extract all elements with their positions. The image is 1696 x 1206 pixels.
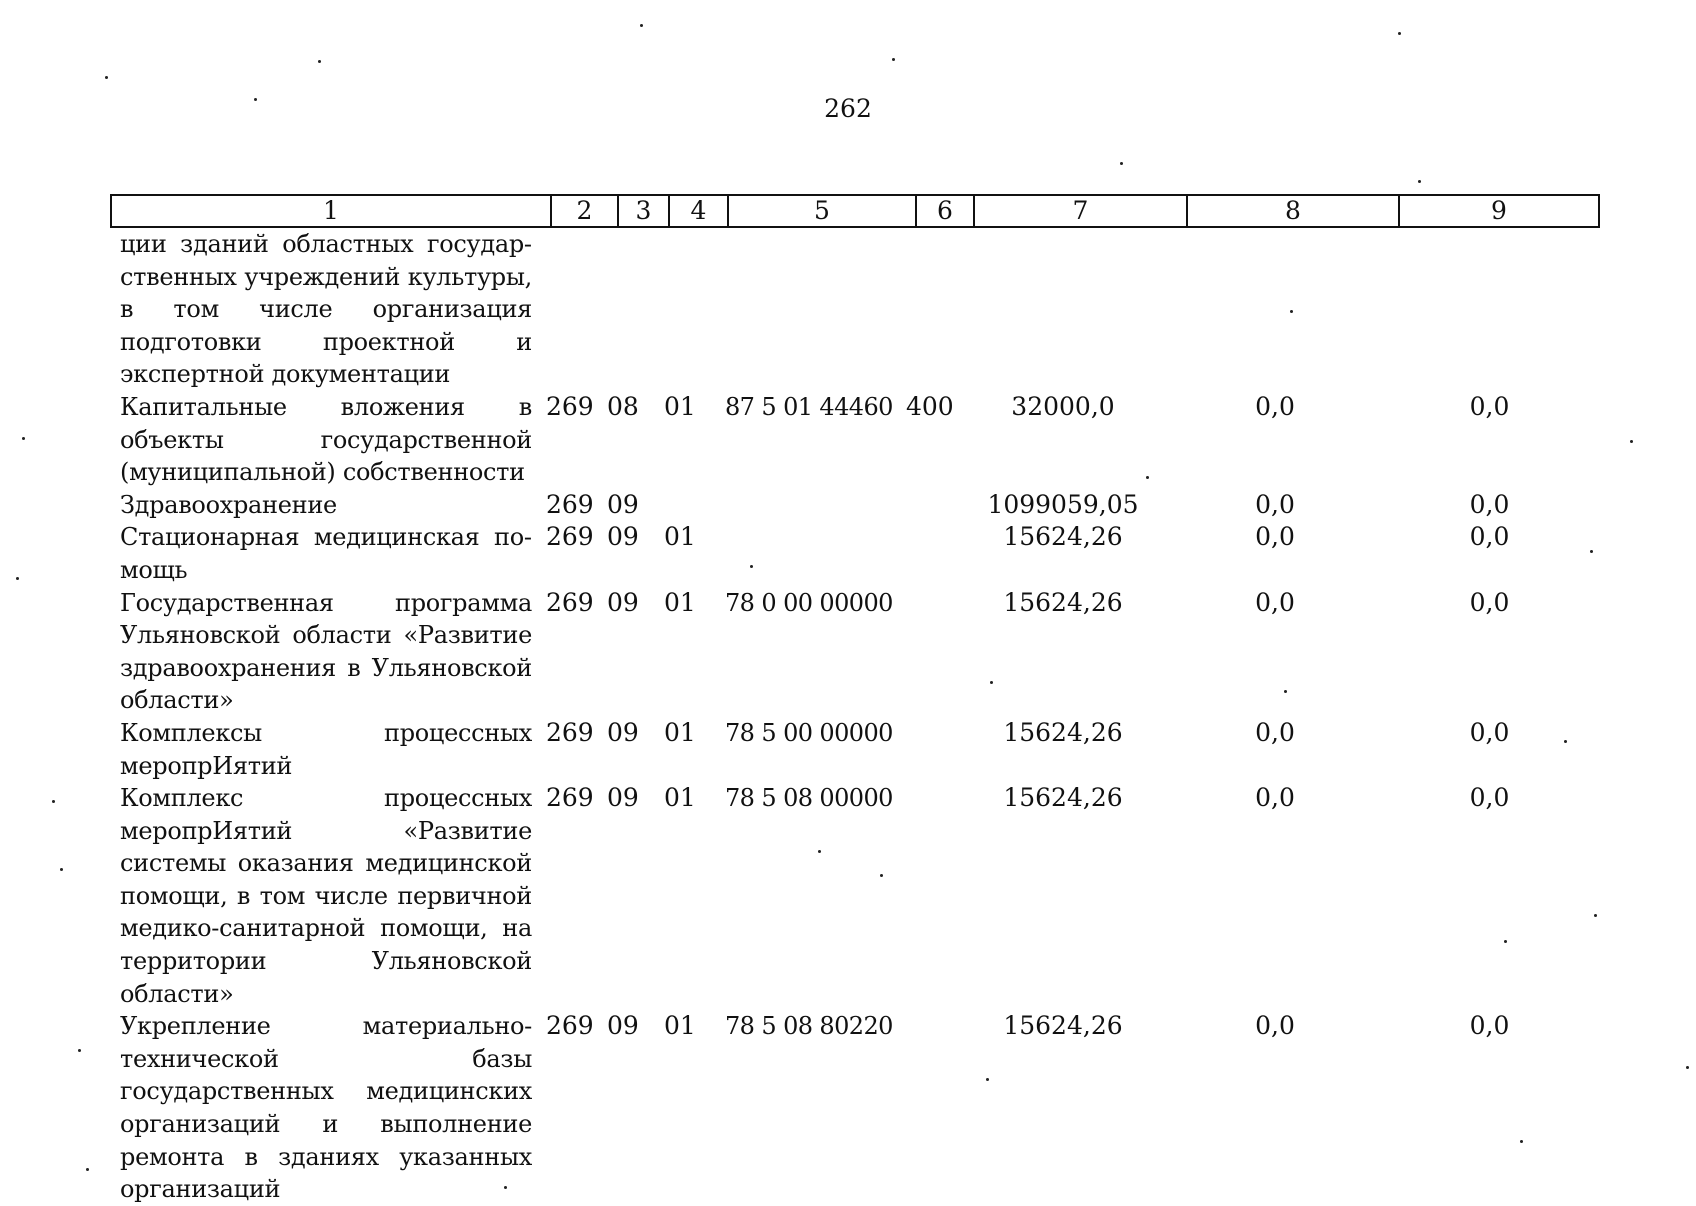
- scan-speck: [22, 437, 25, 440]
- row-code-5: 87 5 01 44460: [725, 392, 893, 421]
- row-amount-8: 0,0: [1255, 783, 1295, 813]
- row-code-5: 78 5 08 80220: [725, 1012, 893, 1041]
- header-cell-8: 8: [1187, 195, 1399, 227]
- row-code-5: [713, 489, 899, 522]
- row-name: Государственная программа Ульяновской области «Развитие здравоохранения в Ульяновской области»: [120, 588, 532, 715]
- scan-speck: [990, 681, 993, 684]
- scan-speck: [1290, 310, 1293, 313]
- row-amount-7: 15624,26: [1003, 522, 1123, 552]
- scan-speck: [818, 850, 821, 853]
- row-code-4: 01: [664, 587, 696, 617]
- row-code-3: 08: [607, 391, 639, 421]
- table-row: [110, 391, 1598, 489]
- row-amount-8: 0,0: [1255, 522, 1295, 552]
- row-code-4: 01: [664, 1011, 696, 1041]
- scan-speck: [86, 1168, 89, 1171]
- row-amount-8: 0,0: [1255, 717, 1295, 747]
- row-name: Укрепление материально-технической базы государственных медицинских организаций и выполнение ремонта в зданиях указанных организаций: [120, 1012, 532, 1204]
- scan-speck: [105, 76, 108, 79]
- table-row: [110, 782, 1598, 1010]
- row-code-3: 09: [607, 489, 639, 519]
- column-number-header: [110, 194, 1600, 228]
- row-amount-7: 1099059,05: [987, 489, 1139, 519]
- scan-speck: [880, 874, 883, 877]
- row-code-3: 09: [607, 587, 639, 617]
- scan-speck: [892, 58, 895, 61]
- row-amount-8: [1169, 228, 1381, 391]
- row-code-2: 269: [546, 717, 594, 747]
- scan-speck: [986, 1078, 989, 1081]
- row-code-6: [899, 521, 957, 586]
- scan-speck: [52, 800, 55, 803]
- table-row: [110, 521, 1598, 586]
- table-row: [110, 228, 1598, 391]
- row-code-2: 269: [546, 783, 594, 813]
- row-code-6: [899, 717, 957, 782]
- row-code-6: [899, 489, 957, 522]
- row-code-2: 269: [546, 489, 594, 519]
- row-code-5: 78 5 00 00000: [725, 718, 893, 747]
- scan-speck: [1120, 162, 1123, 165]
- row-code-6: [899, 587, 957, 717]
- row-code-5: 78 0 00 00000: [725, 588, 893, 617]
- row-code-2: [536, 228, 599, 391]
- row-code-6: [899, 228, 957, 391]
- row-code-4: 01: [664, 783, 696, 813]
- table-row: [110, 1010, 1598, 1206]
- row-amount-9: 0,0: [1469, 587, 1510, 617]
- row-code-5: 78 5 08 00000: [725, 784, 893, 813]
- header-cell-2: 2: [551, 195, 618, 227]
- scan-speck: [1564, 740, 1567, 743]
- header-cell-4: 4: [669, 195, 728, 227]
- row-name: Комплекс процессных меропрИятий «Развитие системы оказания медицинской помощи, в том числе первичной медико-санитарной помощи, на территории Ульяновской области»: [120, 784, 532, 1008]
- row-amount-7: [957, 228, 1169, 391]
- row-amount-8: 0,0: [1255, 489, 1295, 519]
- row-amount-8: 0,0: [1255, 391, 1295, 421]
- header-cell-5: 5: [728, 195, 916, 227]
- row-amount-8: 0,0: [1255, 587, 1295, 617]
- scan-speck: [750, 565, 753, 568]
- row-code-2: 269: [546, 522, 594, 552]
- row-code-4: 01: [664, 391, 696, 421]
- scan-speck: [640, 24, 643, 27]
- row-code-6: [899, 782, 957, 1010]
- scan-speck: [1284, 690, 1287, 693]
- scan-speck: [1590, 550, 1593, 553]
- row-code-3: 09: [607, 1011, 639, 1041]
- scan-speck: [1418, 180, 1421, 183]
- scan-speck: [78, 1049, 81, 1052]
- row-code-4: [654, 228, 713, 391]
- table-row: [110, 717, 1598, 782]
- scan-speck: [1630, 440, 1633, 443]
- row-amount-9: 0,0: [1469, 717, 1510, 747]
- row-code-4: [654, 489, 713, 522]
- scan-speck: [1594, 914, 1597, 917]
- table-row: [110, 489, 1598, 522]
- table-row: [110, 587, 1598, 717]
- scan-speck: [504, 1186, 507, 1189]
- row-name: Здравоохранение: [120, 490, 337, 519]
- row-amount-9: 0,0: [1469, 489, 1510, 519]
- header-cell-1: 1: [111, 195, 551, 227]
- scan-speck: [1504, 940, 1507, 943]
- row-name: Капитальные вложения в объекты государственной (муниципальной) собственности: [120, 392, 532, 487]
- header-cell-3: 3: [618, 195, 669, 227]
- row-code-4: 01: [664, 717, 696, 747]
- row-amount-9: 0,0: [1469, 783, 1510, 813]
- budget-table-body: [110, 228, 1598, 1206]
- row-code-2: 269: [546, 391, 594, 421]
- header-cell-6: 6: [916, 195, 974, 227]
- header-cell-7: 7: [974, 195, 1187, 227]
- row-code-4: 01: [664, 522, 696, 552]
- row-code-6: [899, 1010, 957, 1206]
- row-code-3: 09: [607, 522, 639, 552]
- header-cell-9: 9: [1399, 195, 1599, 227]
- scan-speck: [1398, 32, 1401, 35]
- scan-speck: [1520, 1140, 1523, 1143]
- row-amount-7: 15624,26: [1003, 783, 1123, 813]
- row-code-2: 269: [546, 587, 594, 617]
- row-amount-7: 15624,26: [1003, 717, 1123, 747]
- row-name: Комплексы процессных меропрИятий: [120, 718, 532, 780]
- row-code-6: 400: [906, 391, 954, 421]
- row-code-5: [713, 228, 899, 391]
- scan-speck: [1686, 1066, 1689, 1069]
- scan-speck: [1146, 476, 1149, 479]
- scan-speck: [318, 60, 321, 63]
- row-amount-7: 32000,0: [1011, 391, 1115, 421]
- row-code-3: [599, 228, 654, 391]
- scan-speck: [16, 577, 19, 580]
- row-amount-9: [1381, 228, 1598, 391]
- row-amount-8: 0,0: [1255, 1011, 1295, 1041]
- scan-speck: [60, 868, 63, 871]
- row-name: ции зданий областных государственных учреждений культуры, в том числе организация подготовки проектной и экспертной документации: [120, 230, 532, 389]
- row-amount-9: 0,0: [1469, 522, 1510, 552]
- scan-speck: [254, 98, 257, 101]
- row-name: Стационарная медицинская помощь: [120, 523, 532, 584]
- row-code-3: 09: [607, 783, 639, 813]
- row-code-2: 269: [546, 1011, 594, 1041]
- row-amount-7: 15624,26: [1003, 1011, 1123, 1041]
- row-code-5: [713, 521, 899, 586]
- row-code-3: 09: [607, 717, 639, 747]
- row-amount-9: 0,0: [1469, 391, 1510, 421]
- row-amount-9: 0,0: [1469, 1011, 1510, 1041]
- page-number: 262: [824, 94, 872, 123]
- row-amount-7: 15624,26: [1003, 587, 1123, 617]
